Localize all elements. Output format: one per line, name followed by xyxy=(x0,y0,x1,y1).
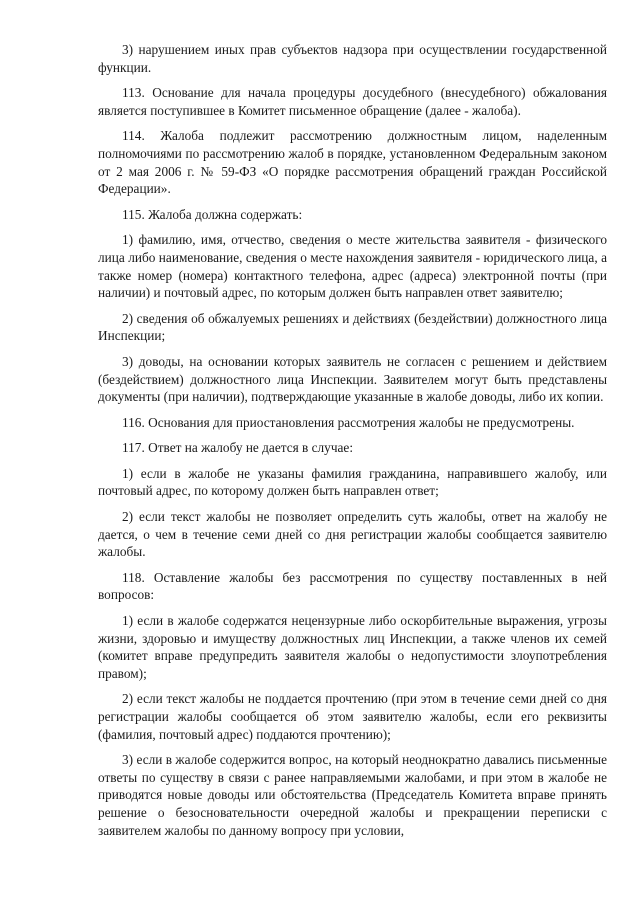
paragraph-item-3-violation: 3) нарушением иных прав субъектов надзора при осуществлении государственной функции. xyxy=(98,42,607,75)
paragraph-118-item-1: 1) если в жалобе содержатся нецензурные либо оскорбительные выражения, угрозы жизни, здоровью и имуществу должностных лиц Инспекции, а также членов их семей (комитет вправе предупредить заявителя жалобы о недопустимости злоупотребления правом); xyxy=(98,613,607,681)
paragraph-117-item-1: 1) если в жалобе не указаны фамилия гражданина, направившего жалобу, или почтовый адрес, по которому должен быть направлен ответ; xyxy=(98,465,607,499)
document-page xyxy=(98,41,607,839)
paragraph-118: 118. Оставление жалобы без рассмотрения по существу поставленных в ней вопросов: xyxy=(98,569,607,603)
paragraph-118-item-2: 2) если текст жалобы не поддается прочтению (при этом в течение семи дней со дня регистрации жалобы сообщается об этом заявителю жалобы, если его реквизиты (фамилия, почтовый адрес) поддаются прочтению); xyxy=(98,691,607,742)
paragraph-118-item-3: 3) если в жалобе содержится вопрос, на который неоднократно давались письменные ответы по существу в связи с ранее направляемыми жалобами, и при этом в жалобе не приводятся новые доводы или обстоятельства (Председатель Комитета вправе принять решение о безосновательности очередной жалобы и прекращении переписки с заявителем жалобы по данному вопросу при условии, xyxy=(98,752,607,838)
paragraph-115: 115. Жалоба должна содержать: xyxy=(122,206,303,222)
paragraph-115-item-2: 2) сведения об обжалуемых решениях и действиях (бездействии) должностного лица Инспекции; xyxy=(98,310,607,344)
paragraph-116: 116. Основания для приостановления рассмотрения жалобы не предусмотрены. xyxy=(122,414,575,430)
paragraph-115-item-3: 3) доводы, на основании которых заявитель не согласен с решением и действием (бездействием) должностного лица Инспекции. Заявителем могут быть представлены документы (при наличии), подтверждающие указанные в жалобе доводы, либо их копии. xyxy=(98,353,607,405)
paragraph-114: 114. Жалоба подлежит рассмотрению должностным лицом, наделенным полномочиями по рассмотрению жалоб в порядке, установленном Федеральным законом от 2 мая 2006 г. № 59-ФЗ «О порядке рассмотрения обращений граждан Российской Федерации». xyxy=(98,128,607,197)
paragraph-113: 113. Основание для начала процедуры досудебного (внесудебного) обжалования является поступившее в Комитет письменное обращение (далее - жалоба). xyxy=(98,85,607,118)
paragraph-117-item-2: 2) если текст жалобы не позволяет определить суть жалобы, ответ на жалобу не дается, о чем в течение семи дней со дня регистрации жалобы сообщается заявителю жалобы. xyxy=(98,509,607,560)
paragraph-115-item-1: 1) фамилию, имя, отчество, сведения о месте жительства заявителя - физического лица либо наименование, сведения о месте нахождения заявителя - юридического лица, а также номер (номера) контактного телефона, адрес (адреса) электронной почты (при наличии) и почтовый адрес, по которым должен быть направлен ответ заявителю; xyxy=(98,232,607,301)
paragraph-117: 117. Ответ на жалобу не дается в случае: xyxy=(122,440,354,456)
